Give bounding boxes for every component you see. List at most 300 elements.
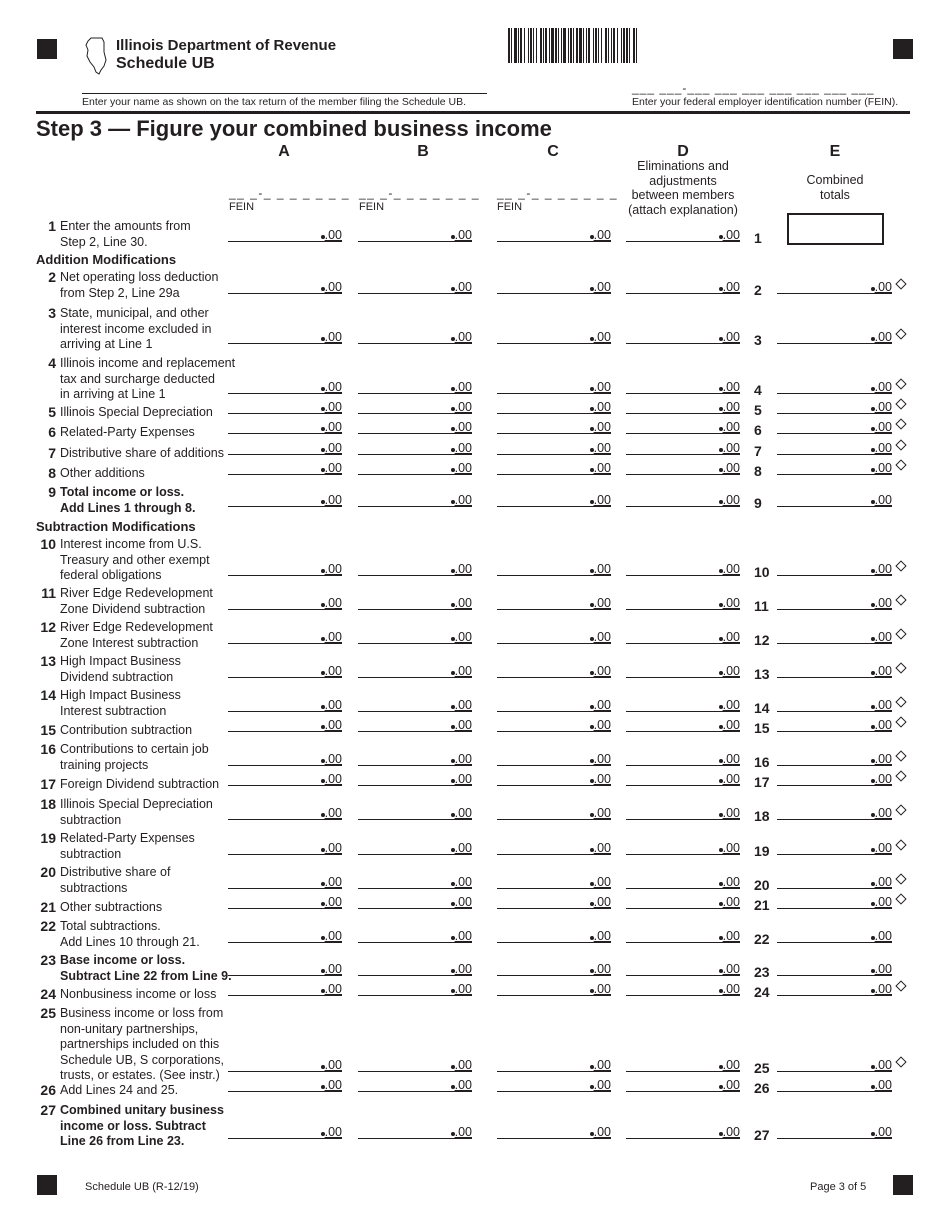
column-e-description: Combined totals <box>806 173 864 202</box>
line-25-column-e-amount[interactable] <box>777 1056 892 1072</box>
line-20-column-d-amount[interactable] <box>626 873 740 889</box>
line-26-column-d-amount[interactable] <box>626 1076 740 1092</box>
cents-label: .00 <box>722 1078 740 1092</box>
cents-label: .00 <box>593 664 611 678</box>
line-19-column-a-amount[interactable] <box>228 839 342 855</box>
line-21-column-c-amount[interactable] <box>497 893 611 909</box>
cents-label: .00 <box>454 718 472 732</box>
schedule-name: Schedule UB <box>116 55 215 72</box>
department-name: Illinois Department of Revenue <box>116 37 337 54</box>
cents-label: .00 <box>454 280 472 294</box>
line-19-diamond-icon <box>895 839 906 850</box>
line-1-column-c-amount[interactable] <box>497 226 611 242</box>
line-5-label: Illinois Special Depreciation <box>60 405 213 419</box>
line-21-diamond-icon <box>895 893 906 904</box>
taxpayer-name-field[interactable] <box>82 93 487 94</box>
line-26-column-b-amount[interactable] <box>358 1076 472 1092</box>
cents-label: .00 <box>324 562 342 576</box>
taxpayer-fein-field[interactable]: ___ ___-___ ___ ___ ___ ___ ___ ___ <box>632 81 875 95</box>
line-27-column-d-amount[interactable] <box>626 1123 740 1139</box>
cents-label: .00 <box>593 1125 611 1139</box>
line-6-column-d-amount[interactable] <box>626 418 740 434</box>
line-20-label: Distributive share of subtractions <box>60 865 171 895</box>
line-14-column-e-amount[interactable] <box>777 696 892 712</box>
line-14-column-e-number: 14 <box>754 700 770 716</box>
cents-label: .00 <box>324 1078 342 1092</box>
line-14-column-b-amount[interactable] <box>358 696 472 712</box>
line-24-column-e-amount[interactable] <box>777 980 892 996</box>
cents-label: .00 <box>722 752 740 766</box>
line-15-column-e-amount[interactable] <box>777 716 892 732</box>
line-24-diamond-icon <box>895 980 906 991</box>
cents-label: .00 <box>593 962 611 976</box>
line-4-column-e-number: 4 <box>754 382 762 398</box>
line-19-column-b-amount[interactable] <box>358 839 472 855</box>
cents-label: .00 <box>593 895 611 909</box>
cents-label: .00 <box>722 664 740 678</box>
line-11-column-b-amount[interactable] <box>358 594 472 610</box>
line-23-column-c-amount[interactable] <box>497 960 611 976</box>
line-16-diamond-icon <box>895 750 906 761</box>
line-26-column-a-amount[interactable] <box>228 1076 342 1092</box>
cents-label: .00 <box>454 698 472 712</box>
line-19-column-c-amount[interactable] <box>497 839 611 855</box>
line-21-column-a-amount[interactable] <box>228 893 342 909</box>
cents-label: .00 <box>324 228 342 242</box>
line-22-number: 22 <box>40 918 56 934</box>
column-a-letter: A <box>278 143 290 160</box>
line-15-column-d-amount[interactable] <box>626 716 740 732</box>
line-12-column-b-amount[interactable] <box>358 628 472 644</box>
line-12-label: River Edge Redevelopment Zone Interest subtraction <box>60 620 213 650</box>
cents-label: .00 <box>324 1058 342 1072</box>
line-11-column-e-amount[interactable] <box>777 594 892 610</box>
line-9-column-b-amount[interactable] <box>358 491 472 507</box>
cents-label: .00 <box>324 718 342 732</box>
line-7-column-e-number: 7 <box>754 443 762 459</box>
line-22-column-a-amount[interactable] <box>228 927 342 943</box>
line-15-label: Contribution subtraction <box>60 723 193 737</box>
line-18-column-c-amount[interactable] <box>497 804 611 820</box>
registration-mark-top-right <box>893 39 913 59</box>
cents-label: .00 <box>722 420 740 434</box>
line-9-column-e-amount[interactable] <box>777 491 892 507</box>
line-17-column-a-amount[interactable] <box>228 770 342 786</box>
line-23-column-d-amount[interactable] <box>626 960 740 976</box>
line-25-column-a-amount[interactable] <box>228 1056 342 1072</box>
line-25-column-b-amount[interactable] <box>358 1056 472 1072</box>
line-16-column-b-amount[interactable] <box>358 750 472 766</box>
cents-label: .00 <box>593 698 611 712</box>
cents-label: .00 <box>874 380 892 394</box>
line-8-column-e-amount[interactable] <box>777 459 892 475</box>
cents-label: .00 <box>722 929 740 943</box>
line-7-column-c-amount[interactable] <box>497 439 611 455</box>
line-27-label: Combined unitary business income or loss. Subtract Line 26 from Line 23. <box>60 1103 224 1148</box>
line-3-column-c-amount[interactable] <box>497 328 611 344</box>
cents-label: .00 <box>874 875 892 889</box>
line-11-column-a-amount[interactable] <box>228 594 342 610</box>
line-25-column-d-amount[interactable] <box>626 1056 740 1072</box>
cents-label: .00 <box>722 841 740 855</box>
cents-label: .00 <box>324 875 342 889</box>
line-9-column-d-amount[interactable] <box>626 491 740 507</box>
line-15-column-a-amount[interactable] <box>228 716 342 732</box>
line-12-column-e-number: 12 <box>754 632 770 648</box>
line-9-column-c-amount[interactable] <box>497 491 611 507</box>
line-20-diamond-icon <box>895 873 906 884</box>
line-10-column-a-amount[interactable] <box>228 560 342 576</box>
line-23-column-e-amount[interactable] <box>777 960 892 976</box>
line-17-column-b-amount[interactable] <box>358 770 472 786</box>
line-12-diamond-icon <box>895 628 906 639</box>
cents-label: .00 <box>874 630 892 644</box>
line-27-number: 27 <box>40 1102 56 1118</box>
barcode <box>508 28 704 63</box>
column-b-fein-label: FEIN <box>359 201 385 213</box>
line-17-column-c-amount[interactable] <box>497 770 611 786</box>
line-24-column-b-amount[interactable] <box>358 980 472 996</box>
cents-label: .00 <box>324 806 342 820</box>
line-2-column-a-amount[interactable] <box>228 278 342 294</box>
line-13-column-e-number: 13 <box>754 666 770 682</box>
cents-label: .00 <box>593 982 611 996</box>
line-3-number: 3 <box>48 305 56 321</box>
cents-label: .00 <box>722 806 740 820</box>
cents-label: .00 <box>722 1125 740 1139</box>
cents-label: .00 <box>874 718 892 732</box>
line-14-number: 14 <box>40 687 56 703</box>
line-15-column-c-amount[interactable] <box>497 716 611 732</box>
line-2-column-e-amount[interactable] <box>777 278 892 294</box>
line-18-column-e-amount[interactable] <box>777 804 892 820</box>
line-3-column-a-amount[interactable] <box>228 328 342 344</box>
cents-label: .00 <box>454 929 472 943</box>
line-9-column-a-amount[interactable] <box>228 491 342 507</box>
cents-label: .00 <box>874 562 892 576</box>
line-11-column-c-amount[interactable] <box>497 594 611 610</box>
column-a-fein-field[interactable]: __ _-_ _ _ _ _ _ _ <box>229 186 351 200</box>
column-e-letter: E <box>829 143 841 160</box>
line-6-column-b-amount[interactable] <box>358 418 472 434</box>
line-27-column-a-amount[interactable] <box>228 1123 342 1139</box>
cents-label: .00 <box>454 962 472 976</box>
cents-label: .00 <box>324 596 342 610</box>
cents-label: .00 <box>454 664 472 678</box>
line-26-column-e-amount[interactable] <box>777 1076 892 1092</box>
line-13-number: 13 <box>40 653 56 669</box>
cents-label: .00 <box>722 698 740 712</box>
cents-label: .00 <box>722 280 740 294</box>
line-18-diamond-icon <box>895 804 906 815</box>
line-1-number: 1 <box>48 218 56 234</box>
line-1-column-e-number: 1 <box>754 230 762 246</box>
line-20-column-c-amount[interactable] <box>497 873 611 889</box>
line-3-column-d-amount[interactable] <box>626 328 740 344</box>
cents-label: .00 <box>874 664 892 678</box>
line-22-column-d-amount[interactable] <box>626 927 740 943</box>
line-4-column-d-amount[interactable] <box>626 378 740 394</box>
line-17-number: 17 <box>40 776 56 792</box>
line-7-column-b-amount[interactable] <box>358 439 472 455</box>
cents-label: .00 <box>324 772 342 786</box>
line-10-column-b-amount[interactable] <box>358 560 472 576</box>
line-2-column-b-amount[interactable] <box>358 278 472 294</box>
line-10-column-e-number: 10 <box>754 564 770 580</box>
step-title: Step 3 — Figure your combined business income <box>36 116 552 141</box>
line-7-column-d-amount[interactable] <box>626 439 740 455</box>
line-7-label: Distributive share of additions <box>60 446 224 460</box>
line-18-number: 18 <box>40 796 56 812</box>
cents-label: .00 <box>593 400 611 414</box>
cents-label: .00 <box>874 895 892 909</box>
cents-label: .00 <box>593 875 611 889</box>
line-4-column-b-amount[interactable] <box>358 378 472 394</box>
form-id: Schedule UB (R-12/19) <box>85 1181 199 1193</box>
column-b-fein-field[interactable]: __ _-_ _ _ _ _ _ _ <box>359 186 481 200</box>
line-8-column-c-amount[interactable] <box>497 459 611 475</box>
cents-label: .00 <box>722 493 740 507</box>
cents-label: .00 <box>454 596 472 610</box>
line-2-diamond-icon <box>895 278 906 289</box>
cents-label: .00 <box>722 400 740 414</box>
cents-label: .00 <box>722 895 740 909</box>
line-9-label: Total income or loss. Add Lines 1 through 8. <box>60 485 196 515</box>
line-22-column-b-amount[interactable] <box>358 927 472 943</box>
line-16-column-a-amount[interactable] <box>228 750 342 766</box>
cents-label: .00 <box>874 962 892 976</box>
line-23-column-b-amount[interactable] <box>358 960 472 976</box>
line-10-label: Interest income from U.S. Treasury and other exempt federal obligations <box>60 537 210 582</box>
cents-label: .00 <box>593 772 611 786</box>
cents-label: .00 <box>722 441 740 455</box>
line-13-column-d-amount[interactable] <box>626 662 740 678</box>
line-27-column-e-number: 27 <box>754 1127 770 1143</box>
cents-label: .00 <box>874 982 892 996</box>
line-6-column-a-amount[interactable] <box>228 418 342 434</box>
line-15-column-b-amount[interactable] <box>358 716 472 732</box>
line-17-column-e-amount[interactable] <box>777 770 892 786</box>
line-6-diamond-icon <box>895 418 906 429</box>
cents-label: .00 <box>874 772 892 786</box>
cents-label: .00 <box>722 772 740 786</box>
cents-label: .00 <box>324 982 342 996</box>
line-18-column-b-amount[interactable] <box>358 804 472 820</box>
cents-label: .00 <box>454 895 472 909</box>
line-1-label: Enter the amounts from Step 2, Line 30. <box>60 219 191 249</box>
line-13-column-a-amount[interactable] <box>228 662 342 678</box>
line-9-column-e-number: 9 <box>754 495 762 511</box>
line-20-column-b-amount[interactable] <box>358 873 472 889</box>
line-25-column-c-amount[interactable] <box>497 1056 611 1072</box>
line-12-column-a-amount[interactable] <box>228 628 342 644</box>
cents-label: .00 <box>593 330 611 344</box>
line-2-label: Net operating loss deduction from Step 2, Line 29a <box>60 270 219 300</box>
line-12-column-c-amount[interactable] <box>497 628 611 644</box>
line-27-column-b-amount[interactable] <box>358 1123 472 1139</box>
cents-label: .00 <box>593 718 611 732</box>
line-16-column-e-amount[interactable] <box>777 750 892 766</box>
cents-label: .00 <box>722 330 740 344</box>
cents-label: .00 <box>593 806 611 820</box>
cents-label: .00 <box>324 420 342 434</box>
line-14-column-c-amount[interactable] <box>497 696 611 712</box>
line-23-column-a-amount[interactable] <box>228 960 342 976</box>
cents-label: .00 <box>454 228 472 242</box>
cents-label: .00 <box>874 698 892 712</box>
line-4-label: Illinois income and replacement tax and surcharge deducted in arriving at Line 1 <box>60 356 236 401</box>
cents-label: .00 <box>324 493 342 507</box>
line-21-number: 21 <box>40 899 56 915</box>
cents-label: .00 <box>874 441 892 455</box>
line-2-column-c-amount[interactable] <box>497 278 611 294</box>
line-27-column-c-amount[interactable] <box>497 1123 611 1139</box>
line-10-column-e-amount[interactable] <box>777 560 892 576</box>
column-c-fein-field[interactable]: __ _-_ _ _ _ _ _ _ <box>497 186 619 200</box>
line-4-column-a-amount[interactable] <box>228 378 342 394</box>
line-8-column-d-amount[interactable] <box>626 459 740 475</box>
line-1-column-b-amount[interactable] <box>358 226 472 242</box>
line-10-column-d-amount[interactable] <box>626 560 740 576</box>
line-10-number: 10 <box>40 536 56 552</box>
line-16-column-e-number: 16 <box>754 754 770 770</box>
cents-label: .00 <box>324 330 342 344</box>
line-14-column-a-amount[interactable] <box>228 696 342 712</box>
line-3-column-e-number: 3 <box>754 332 762 348</box>
line-5-diamond-icon <box>895 398 906 409</box>
line-5-column-d-amount[interactable] <box>626 398 740 414</box>
line-6-column-c-amount[interactable] <box>497 418 611 434</box>
cents-label: .00 <box>454 1078 472 1092</box>
line-20-column-e-amount[interactable] <box>777 873 892 889</box>
line-11-number: 11 <box>41 585 56 601</box>
line-16-column-c-amount[interactable] <box>497 750 611 766</box>
line-19-column-e-amount[interactable] <box>777 839 892 855</box>
cents-label: .00 <box>454 1058 472 1072</box>
line-24-number: 24 <box>40 986 56 1002</box>
line-18-column-a-amount[interactable] <box>228 804 342 820</box>
cents-label: .00 <box>324 929 342 943</box>
line-3-label: State, municipal, and other interest income excluded in arriving at Line 1 <box>60 306 212 351</box>
line-20-column-a-amount[interactable] <box>228 873 342 889</box>
line-17-diamond-icon <box>895 770 906 781</box>
line-8-column-b-amount[interactable] <box>358 459 472 475</box>
column-a-fein-label: FEIN <box>229 201 255 213</box>
cents-label: .00 <box>874 330 892 344</box>
line-6-column-e-amount[interactable] <box>777 418 892 434</box>
line-24-column-d-amount[interactable] <box>626 980 740 996</box>
line-26-label: Add Lines 24 and 25. <box>60 1083 179 1097</box>
line-21-column-e-amount[interactable] <box>777 893 892 909</box>
line-1-column-e-box <box>787 213 884 245</box>
cents-label: .00 <box>722 461 740 475</box>
line-1-column-d-amount[interactable] <box>626 226 740 242</box>
cents-label: .00 <box>454 441 472 455</box>
line-14-column-d-amount[interactable] <box>626 696 740 712</box>
line-5-column-b-amount[interactable] <box>358 398 472 414</box>
line-13-column-e-amount[interactable] <box>777 662 892 678</box>
name-caption: Enter your name as shown on the tax return of the member filing the Schedule UB. <box>82 96 467 108</box>
cents-label: .00 <box>324 664 342 678</box>
line-5-column-a-amount[interactable] <box>228 398 342 414</box>
cents-label: .00 <box>722 1058 740 1072</box>
illinois-outline-icon <box>82 36 112 76</box>
cents-label: .00 <box>454 630 472 644</box>
line-27-column-e-amount[interactable] <box>777 1123 892 1139</box>
cents-label: .00 <box>722 630 740 644</box>
line-26-number: 26 <box>40 1082 56 1098</box>
line-17-column-d-amount[interactable] <box>626 770 740 786</box>
line-7-column-e-amount[interactable] <box>777 439 892 455</box>
cents-label: .00 <box>454 1125 472 1139</box>
line-8-column-a-amount[interactable] <box>228 459 342 475</box>
line-4-column-e-amount[interactable] <box>777 378 892 394</box>
line-24-column-c-amount[interactable] <box>497 980 611 996</box>
cents-label: .00 <box>722 875 740 889</box>
line-12-column-d-amount[interactable] <box>626 628 740 644</box>
line-10-column-c-amount[interactable] <box>497 560 611 576</box>
line-3-column-b-amount[interactable] <box>358 328 472 344</box>
line-7-column-a-amount[interactable] <box>228 439 342 455</box>
cents-label: .00 <box>324 630 342 644</box>
line-19-column-d-amount[interactable] <box>626 839 740 855</box>
line-8-diamond-icon <box>895 459 906 470</box>
line-16-column-d-amount[interactable] <box>626 750 740 766</box>
line-6-label: Related-Party Expenses <box>60 425 195 439</box>
line-5-column-e-amount[interactable] <box>777 398 892 414</box>
subtraction-modifications-heading: Subtraction Modifications <box>36 519 196 534</box>
cents-label: .00 <box>324 461 342 475</box>
cents-label: .00 <box>454 841 472 855</box>
cents-label: .00 <box>874 806 892 820</box>
line-19-label: Related-Party Expenses subtraction <box>60 831 195 861</box>
line-6-column-e-number: 6 <box>754 422 762 438</box>
line-22-column-e-number: 22 <box>754 931 770 947</box>
line-5-column-c-amount[interactable] <box>497 398 611 414</box>
line-18-label: Illinois Special Depreciation subtraction <box>60 797 213 827</box>
cents-label: .00 <box>593 461 611 475</box>
line-21-column-d-amount[interactable] <box>626 893 740 909</box>
line-4-column-c-amount[interactable] <box>497 378 611 394</box>
line-24-column-a-amount[interactable] <box>228 980 342 996</box>
line-22-column-e-amount[interactable] <box>777 927 892 943</box>
cents-label: .00 <box>593 1058 611 1072</box>
line-3-column-e-amount[interactable] <box>777 328 892 344</box>
registration-mark-bottom-left <box>37 1175 57 1195</box>
cents-label: .00 <box>722 228 740 242</box>
cents-label: .00 <box>593 441 611 455</box>
cents-label: .00 <box>593 841 611 855</box>
cents-label: .00 <box>454 330 472 344</box>
header-divider <box>36 111 910 114</box>
line-13-column-c-amount[interactable] <box>497 662 611 678</box>
line-19-column-e-number: 19 <box>754 843 770 859</box>
line-11-column-d-amount[interactable] <box>626 594 740 610</box>
line-12-column-e-amount[interactable] <box>777 628 892 644</box>
line-13-column-b-amount[interactable] <box>358 662 472 678</box>
line-2-column-d-amount[interactable] <box>626 278 740 294</box>
line-1-column-a-amount[interactable] <box>228 226 342 242</box>
line-18-column-d-amount[interactable] <box>626 804 740 820</box>
line-5-number: 5 <box>48 404 56 420</box>
cents-label: .00 <box>454 772 472 786</box>
line-2-column-e-number: 2 <box>754 282 762 298</box>
cents-label: .00 <box>324 841 342 855</box>
line-21-column-b-amount[interactable] <box>358 893 472 909</box>
line-22-column-c-amount[interactable] <box>497 927 611 943</box>
line-26-column-c-amount[interactable] <box>497 1076 611 1092</box>
line-24-label: Nonbusiness income or loss <box>60 987 217 1001</box>
